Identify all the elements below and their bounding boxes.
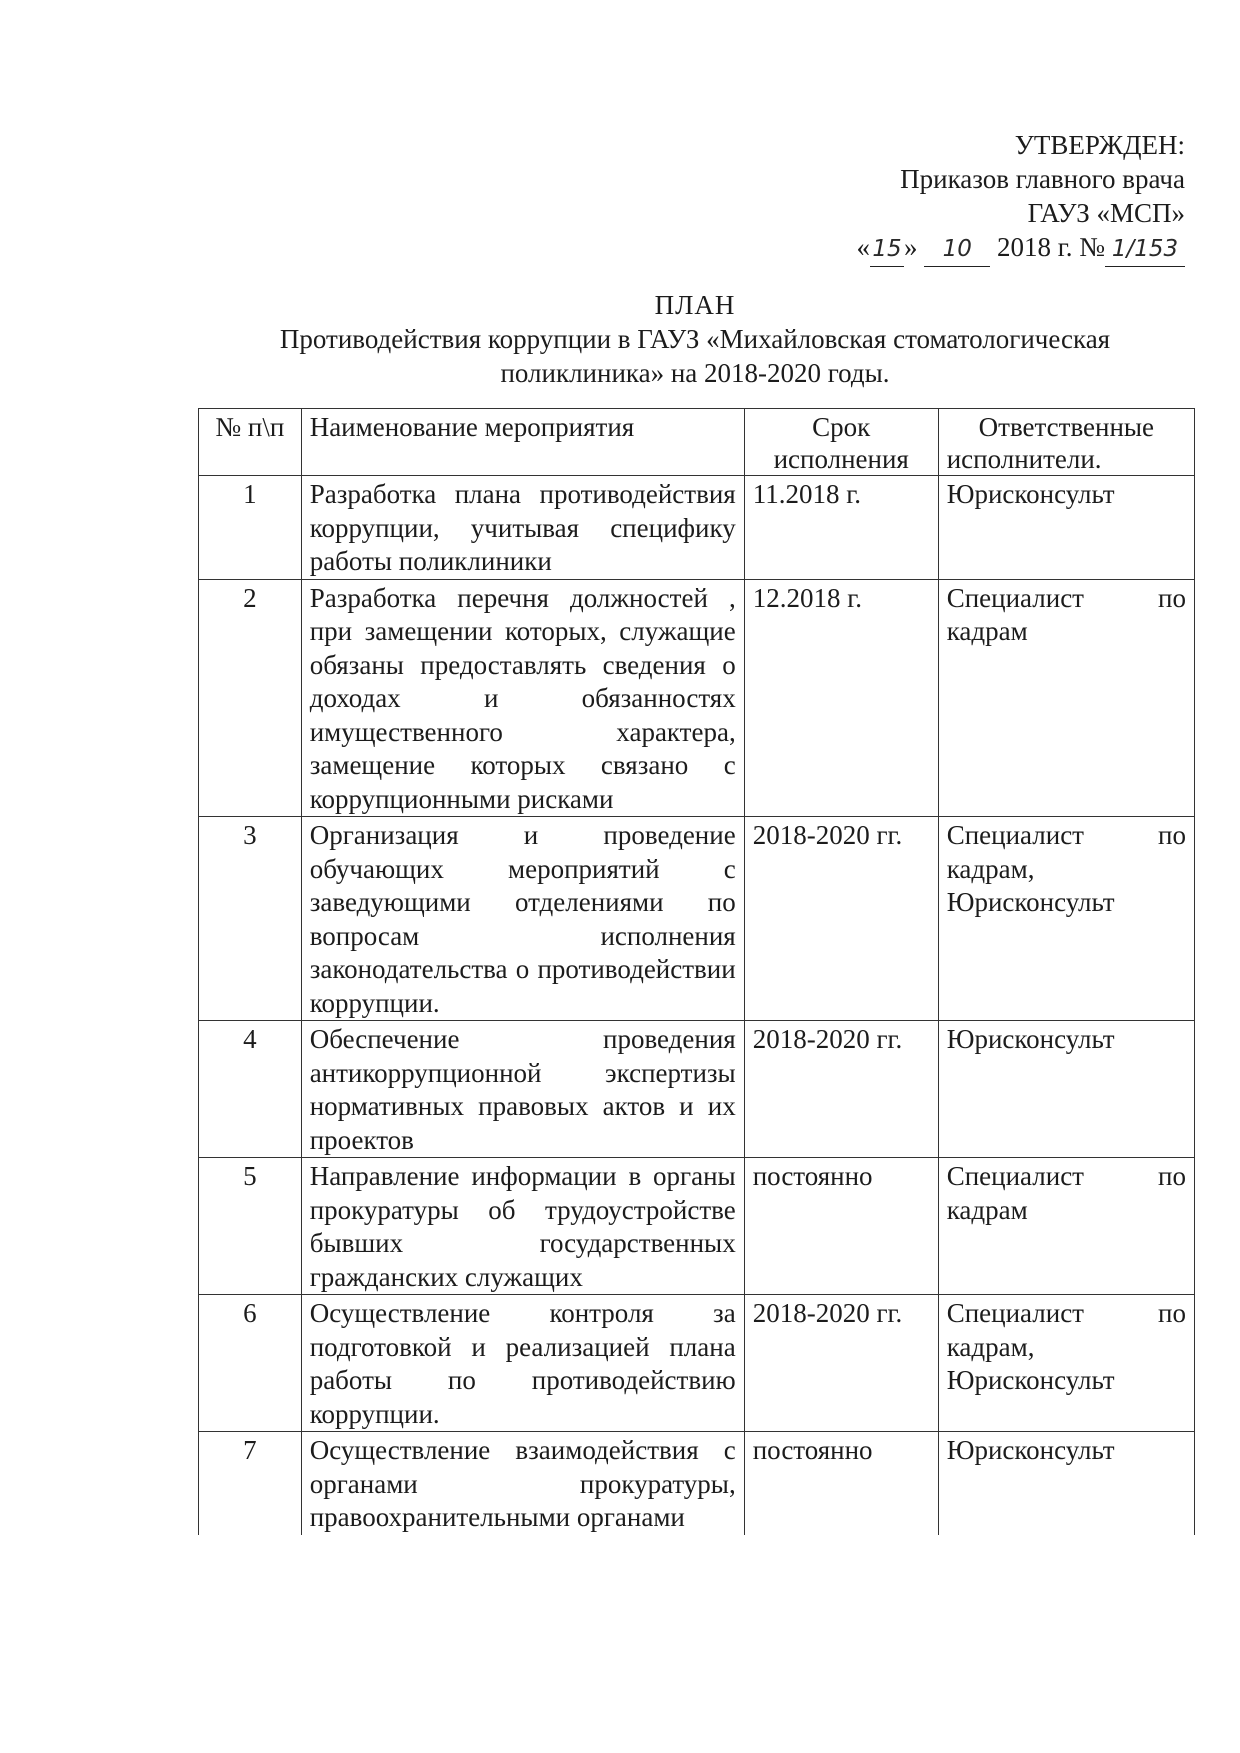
row-date: 11.2018 г.	[744, 476, 938, 580]
row-resp: Юрисконсульт	[938, 1021, 1194, 1158]
row-name: Разработка перечня должностей , при замещении которых, служащие обязаны предоставлять сведения о доходах и обязанностях имущественного характера, замещение которых связано с коррупционными рисками	[301, 579, 744, 817]
header-name: Наименование мероприятия	[301, 409, 744, 476]
plan-subtitle-line-1: Противодействия коррупции в ГАУЗ «Михайловская стоматологическая	[279, 324, 1111, 354]
row-name: Организация и проведение обучающих мероприятий с заведующими отделениями по вопросам исполнения законодательства о противодействии коррупции.	[301, 817, 744, 1021]
table-row	[199, 817, 1195, 1021]
table-row	[199, 476, 1195, 580]
row-num: 3	[199, 817, 302, 1021]
row-resp: Юрисконсульт	[938, 476, 1194, 580]
date-month: 10	[924, 232, 990, 267]
order-number: 1/153	[1105, 232, 1185, 267]
date-close-quote: »	[903, 232, 918, 262]
date-day: 15	[870, 232, 904, 267]
approval-order-issuer: Приказов главного врача	[900, 164, 1185, 194]
plan-title: ПЛАН	[654, 290, 736, 320]
approval-organization: ГАУЗ «МСП»	[1027, 198, 1185, 228]
row-date: постоянно	[744, 1158, 938, 1295]
row-resp: Специалист по кадрам	[938, 579, 1194, 817]
plan-subtitle-line-2: поликлиника» на 2018-2020 годы.	[500, 358, 890, 388]
header-resp: Ответственные исполнители.	[938, 409, 1194, 476]
row-name: Разработка плана противодействия коррупции, учитывая специфику работы поликлиники	[301, 476, 744, 580]
row-name: Обеспечение проведения антикоррупционной экспертизы нормативных правовых актов и их проектов	[301, 1021, 744, 1158]
row-resp: Специалист по кадрам	[938, 1158, 1194, 1295]
date-open-quote: «	[856, 232, 870, 262]
row-name: Осуществление взаимодействия с органами прокуратуры, правоохранительными органами	[301, 1432, 744, 1535]
date-year-text: 2018 г. №	[996, 232, 1105, 262]
row-date: 2018-2020 гг.	[744, 1021, 938, 1158]
approval-block	[856, 128, 1185, 267]
row-resp: Специалист по кадрам, Юрисконсульт	[938, 1295, 1194, 1432]
row-num: 2	[199, 579, 302, 817]
table-row	[199, 1295, 1195, 1432]
row-num: 1	[199, 476, 302, 580]
row-date: 2018-2020 гг.	[744, 1295, 938, 1432]
header-date: Срок исполнения	[744, 409, 938, 476]
row-name: Осуществление контроля за подготовкой и реализацией плана работы по противодействию коррупции.	[301, 1295, 744, 1432]
plan-table	[198, 408, 1195, 1535]
table-row	[199, 1158, 1195, 1295]
table-header-row	[199, 409, 1195, 476]
header-num: № п\п	[199, 409, 302, 476]
row-num: 7	[199, 1432, 302, 1535]
row-num: 5	[199, 1158, 302, 1295]
row-name: Направление информации в органы прокуратуры об трудоустройстве бывших государственных гражданских служащих	[301, 1158, 744, 1295]
document-heading	[195, 288, 1195, 390]
row-resp: Специалист по кадрам, Юрисконсульт	[938, 817, 1194, 1021]
approval-title: УТВЕРЖДЕН:	[1014, 130, 1185, 160]
row-date: постоянно	[744, 1432, 938, 1535]
table-row	[199, 579, 1195, 817]
row-resp: Юрисконсульт	[938, 1432, 1194, 1535]
row-date: 12.2018 г.	[744, 579, 938, 817]
row-num: 4	[199, 1021, 302, 1158]
row-num: 6	[199, 1295, 302, 1432]
row-date: 2018-2020 гг.	[744, 817, 938, 1021]
approval-date-line	[856, 230, 1185, 267]
table-row	[199, 1432, 1195, 1535]
table-row	[199, 1021, 1195, 1158]
